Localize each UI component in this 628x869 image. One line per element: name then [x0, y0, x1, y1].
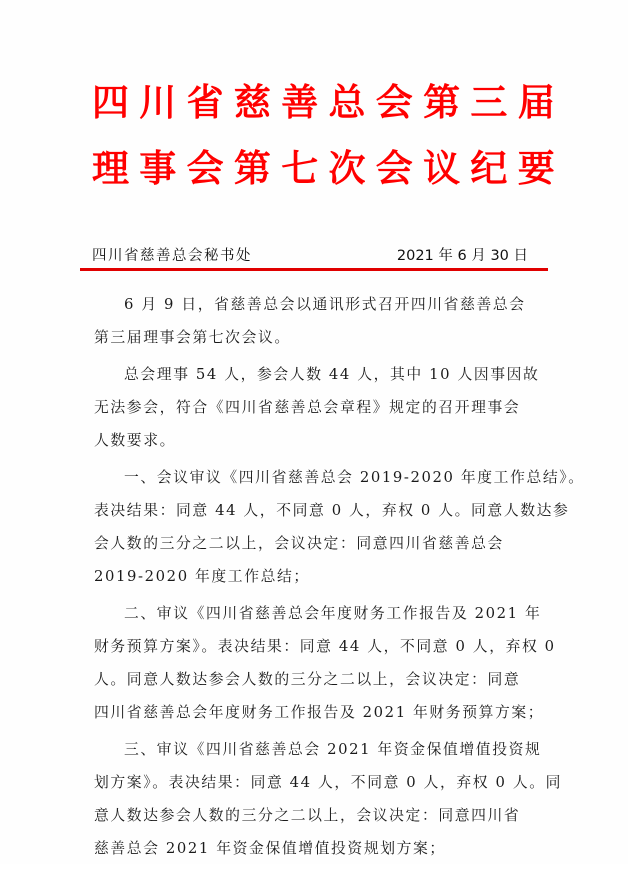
text-line: 慈善总会 2021 年资金保值增值投资规划方案； — [94, 840, 446, 857]
red-divider-rule — [80, 268, 548, 271]
document-title-line-1: 四川省慈善总会第三届 — [92, 80, 565, 124]
text-line: 总会理事 54 人，参会人数 44 人，其中 10 人因事因故 — [124, 366, 540, 383]
issue-date: 2021 年 6 月 30 日 — [396, 248, 528, 264]
paragraph-intro — [94, 288, 534, 354]
text-line: 无法参会，符合《四川省慈善总会章程》规定的召开理事会 — [94, 399, 521, 416]
text-line: 表决结果：同意 44 人，不同意 0 人，弃权 0 人。同意人数达参 — [94, 502, 570, 519]
text-line: 会人数的三分之二以上，会议决定：同意四川省慈善总会 — [94, 535, 504, 552]
text-line: 人数要求。 — [94, 432, 176, 449]
document-title-line-2: 理事会第七次会议纪要 — [92, 146, 565, 190]
text-line: 四川省慈善总会年度财务工作报告及 2021 年财务预算方案； — [94, 704, 545, 721]
text-line: 二、审议《四川省慈善总会年度财务工作报告及 2021 年 — [124, 605, 542, 622]
text-line: 第三届理事会第七次会议。 — [94, 329, 291, 346]
text-line: 三、审议《四川省慈善总会 2021 年资金保值增值投资规 — [124, 741, 542, 758]
paragraph-item-3 — [94, 733, 563, 865]
paragraph-item-2 — [94, 597, 556, 729]
text-line: 人。同意人数达参会人数的三分之二以上，会议决定：同意 — [94, 671, 521, 688]
text-line: 2019-2020 年度工作总结； — [94, 568, 310, 585]
paragraph-item-1 — [94, 461, 585, 593]
document-body — [94, 288, 585, 869]
paragraph-attendance — [94, 358, 540, 457]
text-line: 6 月 9 日，省慈善总会以通讯形式召开四川省慈善总会 — [124, 296, 526, 313]
issuer: 四川省慈善总会秘书处 — [92, 248, 252, 264]
text-line: 意人数达参会人数的三分之二以上，会议决定：同意四川省 — [94, 807, 521, 824]
text-line: 划方案》。表决结果：同意 44 人，不同意 0 人，弃权 0 人。同 — [94, 774, 563, 791]
document-meta — [92, 245, 532, 267]
text-line: 财务预算方案》。表决结果：同意 44 人，不同意 0 人，弃权 0 — [94, 638, 556, 655]
text-line: 一、会议审议《四川省慈善总会 2019-2020 年度工作总结》。 — [124, 469, 585, 486]
